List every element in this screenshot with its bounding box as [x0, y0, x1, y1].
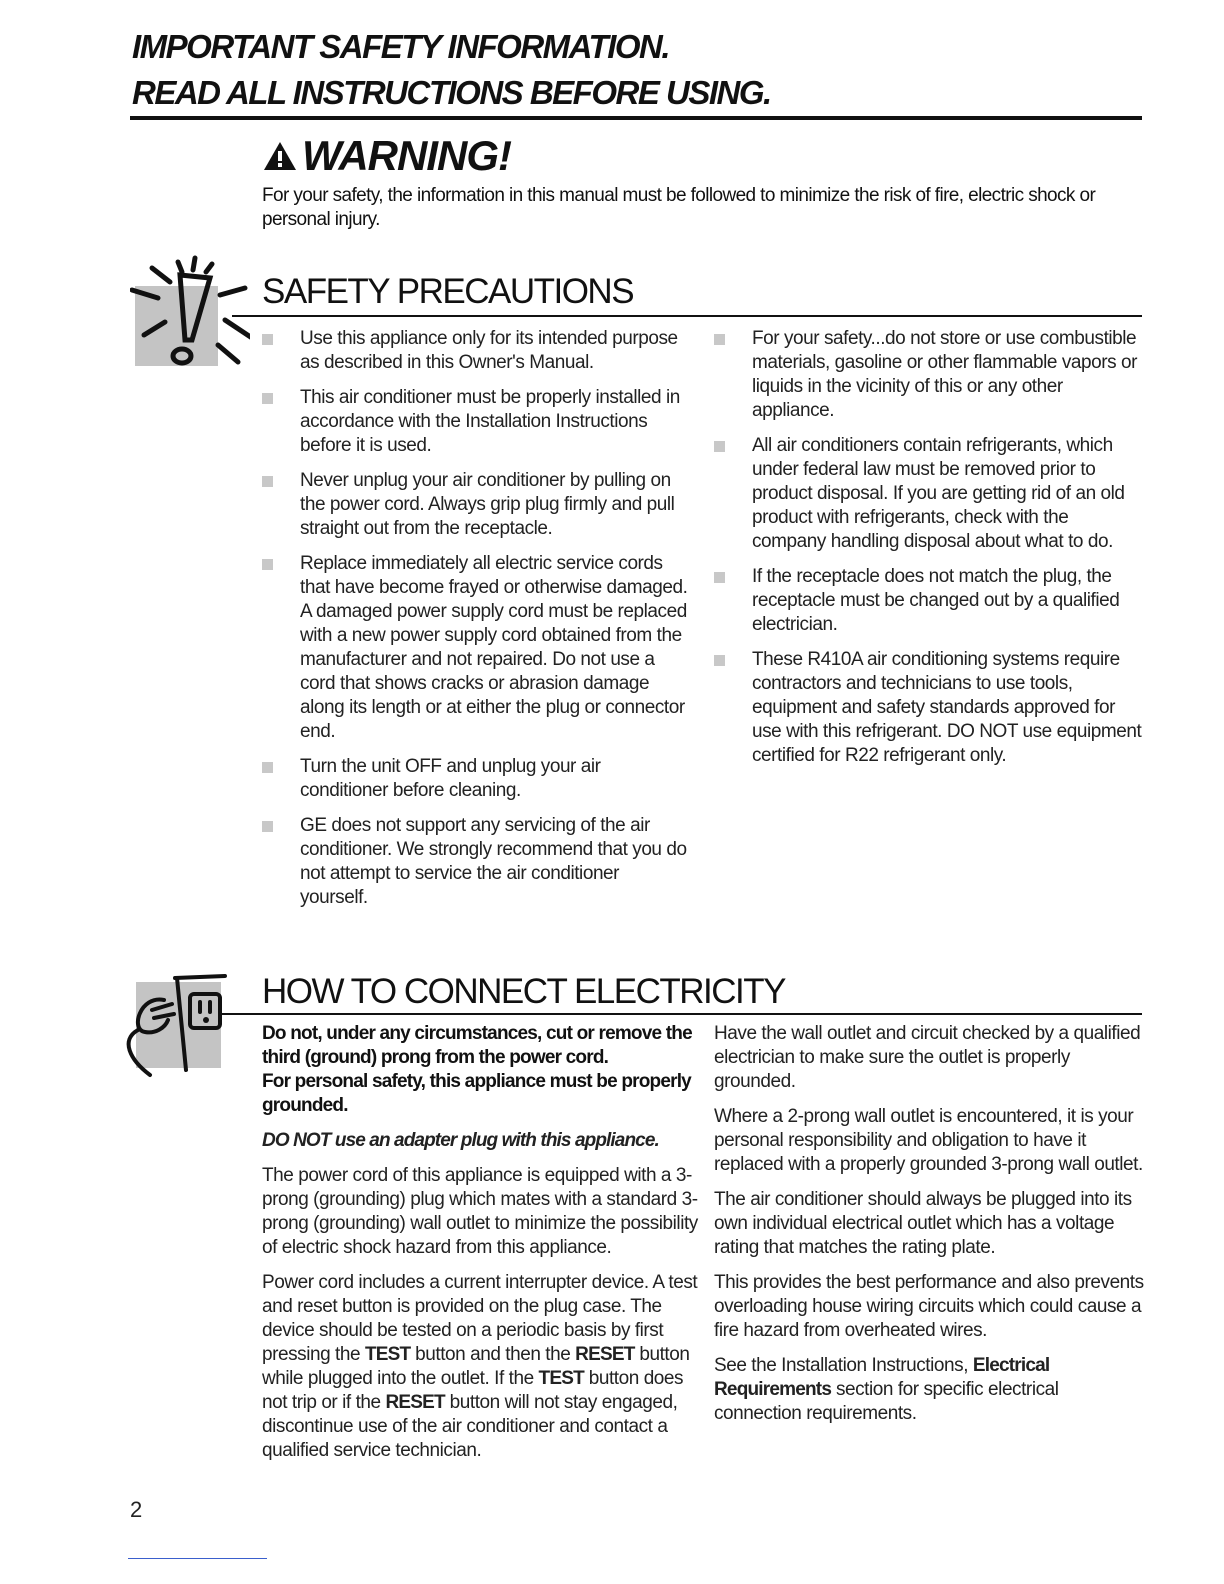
header-line-2: READ ALL INSTRUCTIONS BEFORE USING. — [132, 74, 771, 111]
list-item — [712, 434, 1142, 554]
test-label: TEST — [538, 1368, 584, 1389]
bullet-icon — [714, 441, 725, 452]
header-line-1: IMPORTANT SAFETY INFORMATION. — [132, 28, 670, 65]
bullet-icon — [714, 655, 725, 666]
list-item — [260, 814, 690, 910]
list-item — [260, 327, 690, 375]
electrical-requirements-label: Electrical Requirements — [714, 1355, 1050, 1400]
warning-triangle-icon — [262, 140, 298, 172]
adapter-warning: DO NOT use an adapter plug with this appliance. — [262, 1130, 659, 1151]
list-item — [260, 386, 690, 458]
text: button will not stay engaged, discontinue use of the air conditioner and contact a qualified service technician. — [262, 1392, 678, 1461]
page-number: 2 — [130, 1497, 143, 1522]
electricity-left-column — [262, 1022, 702, 1474]
list-item — [260, 552, 690, 744]
connect-electricity-title: HOW TO CONNECT ELECTRICITY — [262, 972, 785, 1011]
footer-line — [128, 1558, 267, 1559]
text: button does not trip or if the — [262, 1368, 684, 1413]
item-text: Use this appliance only for its intended purpose as described in this Owner's Manual. — [300, 328, 678, 373]
text: section for specific electrical connection requirements. — [714, 1379, 1059, 1424]
reset-label: RESET — [575, 1344, 635, 1365]
list-item — [712, 565, 1142, 637]
list-item — [260, 755, 690, 803]
outlet-check-paragraph: Have the wall outlet and circuit checked by a qualified electrician to make sure the outlet is properly grounded. — [714, 1023, 1141, 1092]
item-text: Replace immediately all electric service cords that have become frayed or otherwise damaged. A damaged power supply cord must be replaced with a new power supply cord obtained from the manufacturer and not repaired. Do not use a cord that shows cracks or abrasion damage along its length or at either the plug or connector end. — [300, 553, 688, 742]
text: See the Installation Instructions, — [714, 1355, 973, 1376]
item-text: GE does not support any servicing of the air conditioner. We strongly recommend that you do not attempt to service the air conditioner yourself. — [300, 815, 687, 908]
grounding-requirement: For personal safety, this appliance must be properly grounded. — [262, 1071, 691, 1116]
electricity-rule — [222, 1013, 1142, 1015]
bullet-icon — [262, 821, 273, 832]
header-rule — [130, 116, 1142, 120]
individual-outlet-paragraph: The air conditioner should always be plugged into its own individual electrical outlet which has a voltage rating that matches the rating plate. — [714, 1189, 1132, 1258]
text: button while plugged into the outlet. If the — [262, 1344, 690, 1389]
item-text: Never unplug your air conditioner by pulling on the power cord. Always grip plug firmly and pull straight out from the receptacle. — [300, 470, 675, 539]
safety-precautions-title: SAFETY PRECAUTIONS — [262, 272, 634, 311]
power-cord-paragraph: The power cord of this appliance is equipped with a 3-prong (grounding) plug which mates with a standard 3-prong (grounding) wall outlet to minimize the possibility of electric shock hazard from this appliance. — [262, 1165, 698, 1258]
item-text: All air conditioners contain refrigerants, which under federal law must be removed prior to product disposal. If you are getting rid of an old product with refrigerants, check with the company handling disposal about what to do. — [752, 435, 1125, 552]
bullet-icon — [262, 476, 273, 487]
list-item — [712, 648, 1142, 768]
item-text: These R410A air conditioning systems require contractors and technicians to use tools, equipment and safety standards approved for use with this refrigerant. DO NOT use equipment certified for R22 refrigerant only. — [752, 649, 1142, 766]
text: Power cord includes a current interrupter device. A test and reset button is provided on the plug case. The device should be tested on a periodic basis by first pressing the — [262, 1272, 698, 1365]
item-text: This air conditioner must be properly installed in accordance with the Installation Instructions before it is used. — [300, 387, 680, 456]
warning-text: For your safety, the information in this manual must be followed to minimize the risk of fire, electric shock or personal injury. — [262, 185, 1096, 230]
text: button and then the — [410, 1344, 576, 1365]
installation-reference-paragraph — [714, 1354, 1146, 1426]
item-text: Turn the unit OFF and unplug your air conditioner before cleaning. — [300, 756, 601, 801]
two-prong-paragraph: Where a 2-prong wall outlet is encountered, it is your personal responsibility and obligation to have it replaced with a properly grounded 3-prong wall outlet. — [714, 1106, 1143, 1175]
reset-label: RESET — [385, 1392, 445, 1413]
exclamation-icon — [130, 240, 250, 370]
performance-paragraph: This provides the best performance and also prevents overloading house wiring circuits which could cause a fire hazard from overheated wires. — [714, 1272, 1144, 1341]
bullet-icon — [714, 572, 725, 583]
electricity-right-column — [714, 1022, 1146, 1437]
bullet-icon — [262, 334, 273, 345]
interrupter-paragraph — [262, 1271, 702, 1463]
safety-left-column — [260, 327, 690, 921]
bullet-icon — [262, 559, 273, 570]
plug-outlet-icon — [120, 970, 230, 1080]
list-item — [712, 327, 1142, 423]
warning-title: WARNING! — [302, 132, 511, 179]
safety-right-column — [712, 327, 1142, 779]
bullet-icon — [714, 334, 725, 345]
ground-prong-warning: Do not, under any circumstances, cut or remove the third (ground) prong from the power cord. — [262, 1023, 692, 1068]
item-text: If the receptacle does not match the plug, the receptacle must be changed out by a qualified electrician. — [752, 566, 1120, 635]
warning-heading — [262, 132, 511, 180]
bullet-icon — [262, 762, 273, 773]
item-text: For your safety...do not store or use combustible materials, gasoline or other flammable vapors or liquids in the vicinity of this or any other appliance. — [752, 328, 1137, 421]
bullet-icon — [262, 393, 273, 404]
safety-rule — [232, 315, 1142, 317]
test-label: TEST — [364, 1344, 411, 1365]
list-item — [260, 469, 690, 541]
